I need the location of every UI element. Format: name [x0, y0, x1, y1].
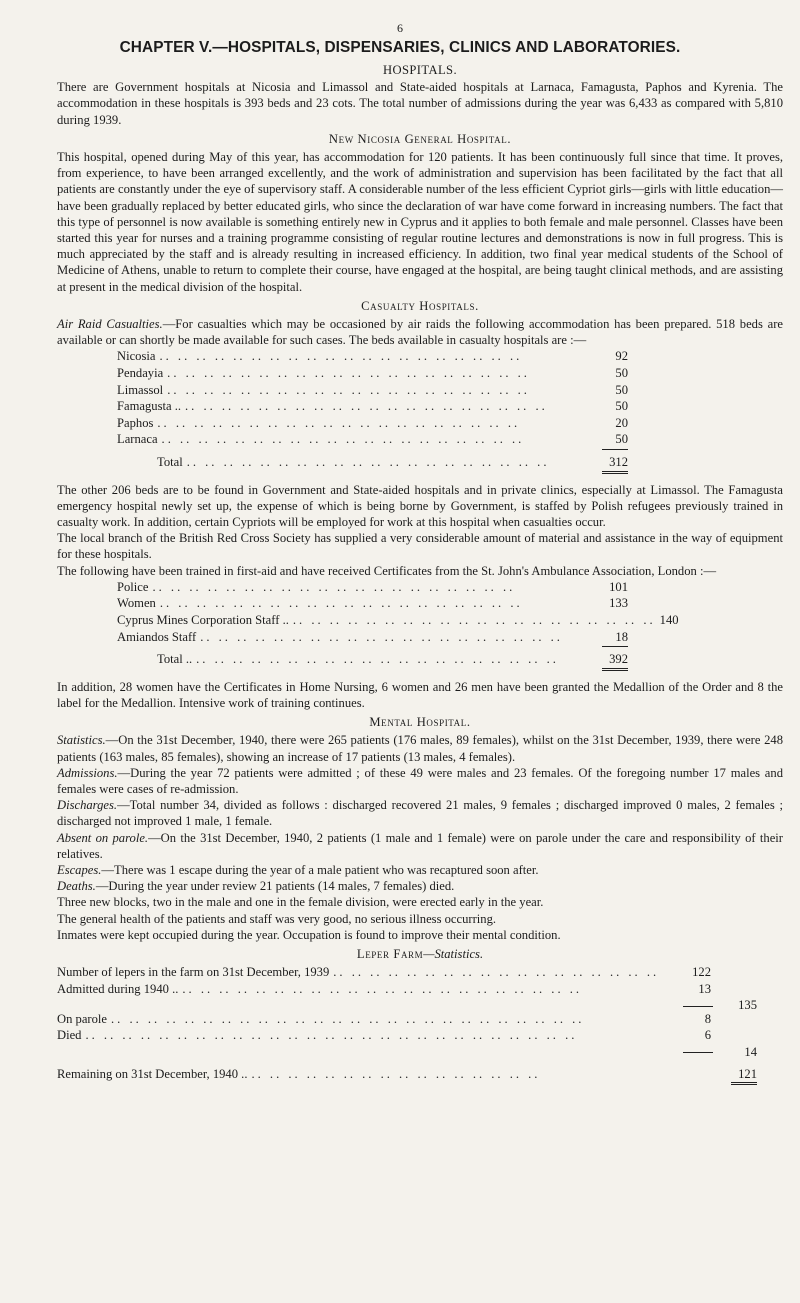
leader-dots: .. .. .. .. .. .. .. .. .. .. .. .. .. .. .. .. .. .. .. .. — [157, 415, 521, 430]
absent-label: Absent on parole. — [57, 830, 149, 845]
air-raid-label: Air Raid Casualties. — [57, 317, 163, 332]
hospitals-heading: HOSPITALS. — [382, 63, 457, 77]
escapes-text: —There was 1 escape during the year of a male patient who was recaptured soon after. — [101, 863, 539, 878]
statistics-text: —On the 31st December, 1940, there were 265 patients (176 males, 89 females), whilst on the 31st December, 1939, there were 248 patients (163 males, 85 females), showing an increase of 17 patients (13 males, 4 females). — [57, 733, 783, 764]
table-row — [117, 431, 628, 448]
leper-heading-main: Leper Farm — [356, 947, 424, 962]
para-air-raid — [57, 316, 783, 348]
total-value: 312 — [609, 455, 628, 470]
leader-dots: .. .. .. .. .. .. .. .. .. .. .. .. .. .. .. .. .. .. .. .. — [292, 613, 656, 628]
table-row — [57, 1066, 757, 1082]
leader-dots: .. .. .. .. .. .. .. .. .. .. .. .. .. .. .. .. .. .. .. .. — [167, 382, 530, 397]
subtotal-in: 135 — [738, 998, 757, 1013]
table-row — [117, 382, 628, 399]
chapter-title: CHAPTER V.—HOSPITALS, DISPENSARIES, CLINICS AND LABORATORIES. — [119, 39, 681, 56]
page-number: 6 — [397, 21, 403, 35]
leader-dots: .. .. .. .. .. .. .. .. .. .. .. .. .. .. .. .. .. .. .. .. .. .. — [182, 981, 583, 996]
row-label: Pendayia — [117, 366, 164, 381]
first-aid-table — [117, 579, 679, 674]
admissions-text: —During the year 72 patients were admitted ; of these 49 were males and 23 females. Of the foregoing number 17 males and females were cases of re-admission. — [57, 765, 783, 797]
casualty-beds-table — [117, 348, 628, 476]
row-value: 50 — [615, 382, 628, 397]
para-inmates: Inmates were kept occupied during the year. Occupation is found to improve their mental condition. — [57, 927, 561, 942]
row-label: Women — [117, 596, 156, 611]
escapes-label: Escapes. — [57, 863, 102, 878]
discharges-label: Discharges. — [57, 798, 118, 813]
table-row — [117, 629, 628, 646]
table-row — [57, 964, 757, 980]
row-value: 50 — [615, 366, 628, 381]
deaths-text: —During the year under review 21 patients (14 males, 7 females) died. — [95, 879, 455, 894]
row-label: Number of lepers in the farm on 31st December, 1939 — [57, 965, 330, 980]
total-label: Total — [157, 455, 183, 470]
row-label: Paphos — [117, 415, 154, 430]
table-row — [117, 348, 628, 365]
table-row — [57, 1011, 757, 1027]
table-row — [117, 398, 628, 415]
para-new-nicosia: This hospital, opened during May of this year, has accommodation for 120 patients. It has been continuously full since that time. It proves, from experience, to have been arranged excellently, and the work of administration and supervision has been facilitated by the fact that all patients are constantly under the eye of supervisory staff. A considerable number of the less efficient Cypriot girls—girls with little education—have been gradually replaced by better educated girls, who since the declaration of war have come forward in increasing numbers. The fact that this type of personnel is now available is something entirely new in Cyprus and it applies to both female and male personnel. Classes have been started this year for nurses and a training programme consisting of regular routine lectures and demonstrations is now in full progress. This is much appreciated by the staff and is already resulting in increased efficiency. In addition, two final year medical students of the School of Medicine of Athens, unable to return to complete their course, have engaged at the hospital, are being taught clinical methods, and are assisting at present in the medical division of the hospital. — [57, 150, 783, 294]
row-value: 13 — [698, 981, 711, 996]
table-row — [117, 612, 679, 629]
leader-dots: .. .. .. .. .. .. .. .. .. .. .. .. .. .. .. .. .. .. .. .. — [167, 366, 530, 381]
leader-dots: .. .. .. .. .. .. .. .. .. .. .. .. .. .. .. .. .. .. .. .. — [200, 629, 563, 644]
leader-dots: .. .. .. .. .. .. .. .. .. .. .. .. .. .. .. .. .. .. .. .. — [161, 432, 525, 447]
total-row — [117, 454, 628, 471]
row-label: Died — [57, 1028, 82, 1043]
row-label: Police — [117, 579, 149, 594]
para-discharges — [57, 797, 783, 829]
remaining-value: 121 — [738, 1066, 757, 1081]
double-rule — [731, 1082, 757, 1088]
para-deaths — [57, 878, 783, 894]
leader-dots: .. .. .. .. .. .. .. .. .. .. .. .. .. .. .. .. .. .. .. .. — [196, 652, 559, 667]
leader-dots: .. .. .. .. .. .. .. .. .. .. .. .. .. .. .. .. .. .. .. .. .. .. .. .. .. .. .. — [85, 1028, 578, 1043]
leper-heading-sub: —Statistics. — [423, 947, 484, 962]
leper-heading — [57, 946, 783, 962]
row-value: 18 — [615, 629, 628, 644]
deaths-label: Deaths. — [57, 879, 96, 894]
row-label: Larnaca — [117, 432, 158, 447]
statistics-label: Statistics. — [57, 733, 106, 748]
row-value: 50 — [615, 432, 628, 447]
absent-text: —On the 31st December, 1940, 2 patients (1 male and 1 female) were on parole under the care and responsibility of their relatives. — [57, 830, 783, 861]
air-raid-text: —For casualties which may be occasioned by air raids the following accommodation has been prepared. 518 beds are available or can shortly be made available for such cases. The beds available in casualty hospitals are :— — [57, 317, 783, 348]
sum-rule — [683, 1052, 713, 1053]
sum-rule — [602, 449, 628, 450]
table-row — [117, 365, 628, 382]
subtotal-row — [57, 1044, 757, 1058]
row-label: Limassol — [117, 382, 164, 397]
para-first-aid: The following have been trained in first-aid and have received Certificates from the St. John's Ambulance Association, London :— — [57, 563, 717, 578]
row-value: 8 — [704, 1012, 711, 1027]
leader-dots: .. .. .. .. .. .. .. .. .. .. .. .. .. .. .. .. .. .. .. .. — [159, 596, 523, 611]
para-escapes — [57, 862, 783, 878]
spacer — [683, 1082, 711, 1088]
leader-dots: .. .. .. .. .. .. .. .. .. .. .. .. .. .. .. .. .. .. .. .. .. .. .. .. .. .. — [111, 1012, 585, 1027]
row-value: 50 — [615, 399, 628, 414]
row-value: 133 — [609, 596, 628, 611]
discharges-text: —Total number 34, divided as follows : discharged recovered 21 males, 9 females ; discharged improved 0 males, 2 females ; discharged not improved 1 male, 1 female. — [57, 798, 783, 829]
table-row — [57, 981, 757, 997]
sum-rule — [683, 1006, 713, 1007]
casualty-heading: Casualty Hospitals. — [361, 298, 479, 313]
row-value: 6 — [704, 1028, 711, 1043]
double-rule — [602, 668, 628, 674]
leader-dots: .. .. .. .. .. .. .. .. .. .. .. .. .. .. .. .. .. .. .. .. — [186, 455, 550, 470]
row-label: On parole — [57, 1012, 108, 1027]
total-label: Total .. — [157, 652, 193, 667]
admissions-label: Admissions. — [57, 765, 118, 780]
row-label: Cyprus Mines Corporation Staff .. — [117, 613, 289, 628]
table-row — [117, 595, 628, 612]
table-row — [117, 579, 628, 596]
row-label: Famagusta .. — [117, 399, 182, 414]
row-label: Nicosia — [117, 349, 156, 364]
row-value: 92 — [615, 349, 628, 364]
table-row — [117, 415, 628, 432]
leader-dots: .. .. .. .. .. .. .. .. .. .. .. .. .. .. .. .. .. .. — [333, 965, 660, 980]
total-row — [117, 651, 628, 668]
leader-dots: .. .. .. .. .. .. .. .. .. .. .. .. .. .. .. .. — [251, 1066, 541, 1081]
page-body — [57, 62, 783, 1088]
para-intro: There are Government hospitals at Nicosia and Limassol and State-aided hospitals at Larnaca, Famagusta, Paphos and Kyrenia. The accommodation in these hospitals is 393 beds and 23 cots. The total number of admissions during the year was 6,433 as compared with 5,810 during 1939. — [57, 80, 783, 127]
sum-rule — [602, 646, 628, 647]
para-other-beds: The other 206 beds are to be found in Government and State-aided hospitals and in private clinics, especially at Limassol. The Famagusta emergency hospital newly set up, the expense of which is being borne by Government, is staffed by Polish refugees previously trained in casualty work. In addition, certain Cypriots will be employed for work at this hospital when casualties occur. — [57, 482, 783, 530]
leper-farm-table — [57, 964, 757, 1088]
double-rule — [602, 471, 628, 477]
total-value: 392 — [609, 652, 628, 667]
row-label: Admitted during 1940 .. — [57, 981, 179, 996]
row-value: 122 — [692, 965, 711, 980]
para-statistics — [57, 732, 783, 764]
final-rule-row — [57, 1082, 757, 1088]
subtotal-out: 14 — [744, 1044, 757, 1059]
row-value: 20 — [615, 415, 628, 430]
para-blocks: Three new blocks, two in the male and one in the female division, were erected early in the year. — [57, 895, 544, 910]
subtotal-row — [57, 997, 757, 1011]
row-value: 140 — [659, 613, 679, 628]
para-admissions — [57, 765, 783, 797]
row-value: 101 — [609, 579, 628, 594]
leader-dots: .. .. .. .. .. .. .. .. .. .. .. .. .. .. .. .. .. .. .. .. — [159, 349, 523, 364]
table-row — [57, 1027, 757, 1043]
para-nursing: In addition, 28 women have the Certificates in Home Nursing, 6 women and 26 men have been granted the Medallion of the Order and 8 the label for the Medallion. Intensive work of training continues. — [57, 679, 783, 710]
mental-heading: Mental Hospital. — [369, 715, 471, 730]
leader-dots: .. .. .. .. .. .. .. .. .. .. .. .. .. .. .. .. .. .. .. .. — [152, 579, 516, 594]
para-absent — [57, 830, 783, 862]
spacer — [57, 1082, 683, 1088]
new-nicosia-heading: New Nicosia General Hospital. — [328, 131, 512, 146]
para-health: The general health of the patients and staff was very good, no serious illness occurring. — [57, 911, 497, 926]
leader-dots: .. .. .. .. .. .. .. .. .. .. .. .. .. .. .. .. .. .. .. .. — [185, 399, 548, 414]
row-label: Remaining on 31st December, 1940 .. — [57, 1066, 248, 1081]
double-rule-wrap — [711, 1082, 757, 1088]
row-label: Amiandos Staff — [117, 629, 197, 644]
para-red-cross: The local branch of the British Red Cross Society has supplied a very considerable amount of material and assistance in the way of equipment for these hospitals. — [57, 531, 783, 562]
empty-cell — [683, 1044, 711, 1060]
